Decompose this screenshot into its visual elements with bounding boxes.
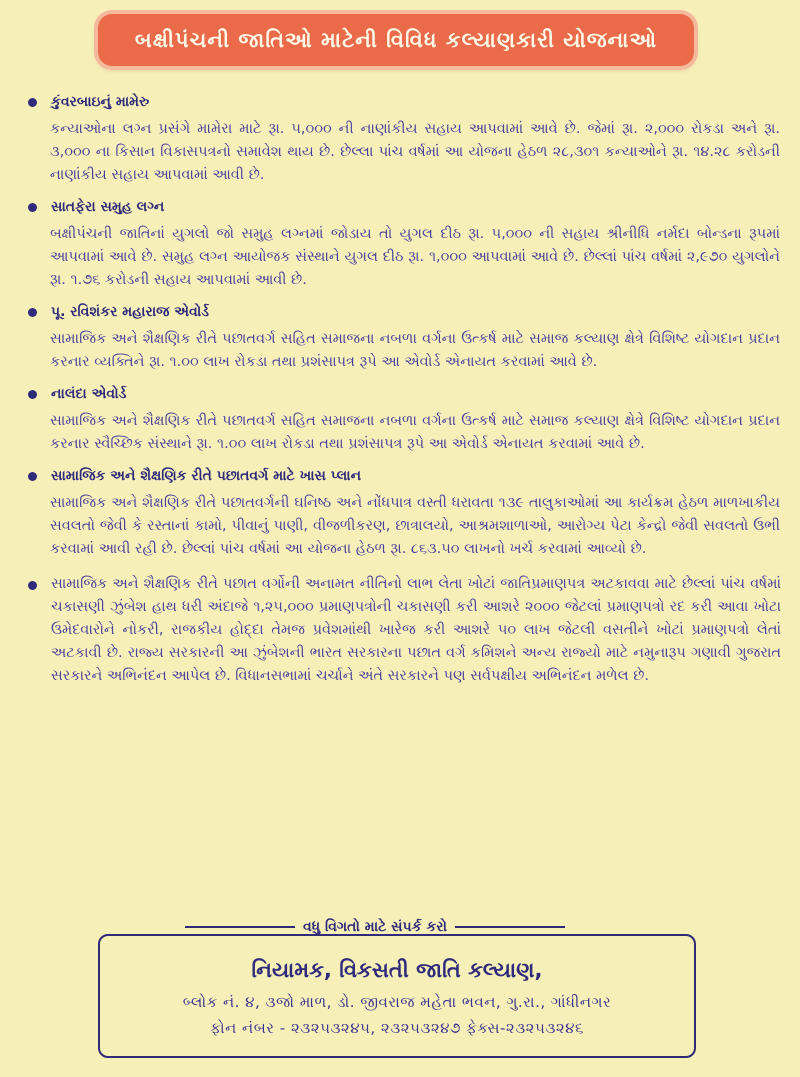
scheme-heading: સાતફેરા સમુહ લગ્ન <box>51 199 165 215</box>
bullet-icon <box>28 472 37 481</box>
bullet-icon <box>28 390 37 399</box>
page-title: બક્ષીપંચની જાતિઓ માટેની વિવિધ કલ્યાણકારી યોજનાઓ <box>134 27 658 52</box>
scheme-heading-row <box>22 464 782 488</box>
scheme-heading: પૂ. રવિશંકર મહારાજ એવોર્ડ <box>51 304 209 320</box>
scheme-heading: કુંવરબાઇનું મામેરુ <box>51 94 150 110</box>
scheme-description: સામાજિક અને શૈક્ષણિક રીતે પછાતવર્ગ સહિત સમાજના નબળા વર્ગના ઉત્કર્ષ માટે સમાજ કલ્યાણ ક્ષેત્રે વિશિષ્ટ યોગદાન પ્રદાન કરનાર સ્વૈચ્છિક સંસ્થાને રૂા. ૧.૦૦ લાખ રોકડા તથા પ્રશંસાપત્ર રૂપે આ એવોર્ડ એનાયત કરવામાં આવે છે. <box>50 413 780 452</box>
certificate-verification-section <box>22 573 782 688</box>
scheme-heading-row <box>22 382 782 406</box>
divider <box>455 926 565 928</box>
title-banner <box>98 14 694 66</box>
contact-phone: ફોન નંબર - ૨૩૨૫૩૨૪૫, ૨૩૨૫૩૨૪૭ ફેક્સ-૨૩૨૫૩૨૪૬ <box>210 1019 584 1037</box>
scheme-section <box>22 300 782 374</box>
scheme-section <box>22 382 782 456</box>
scheme-description: કન્યાઓના લગ્ન પ્રસંગે મામેરા માટે રૂા. ૫,૦૦૦ ની નાણાંકીય સહાય આપવામાં આવે છે. જેમાં રૂા. ૨,૦૦૦ રોકડા અને રૂા. ૩,૦૦૦ ના કિસાન વિકાસપત્રનો સમાવેશ થાય છે. છેલ્લા પાંચ વર્ષમાં આ યોજના હેઠળ ૨૮,૩૦૧ કન્યાઓને રૂા. ૧૪.૨૮ કરોડની નાણાંકીય સહાય આપવામાં આવી છે. <box>50 121 780 183</box>
contact-label: વધુ વિગતો માટે સંપર્ક કરો <box>303 919 447 935</box>
scheme-heading-row <box>22 300 782 324</box>
bullet-icon <box>28 203 37 212</box>
certificate-verification-text: સામાજિક અને શૈક્ષણિક રીતે પછાત વર્ગોની અનામત નીતિનો લાભ લેતા ખોટાં જાતિપ્રમાણપત્ર અટકાવવા માટે છેલ્લાં પાંચ વર્ષમાં ચકાસણી ઝુંબેશ હાથ ધરી અંદાજે ૧,૨૫,૦૦૦ પ્રમાણપત્રોની ચકાસણી કરી આશરે ૨૦૦૦ જેટલાં પ્રમાણપત્રો રદ કરી આવા ખોટા ઉમેદવારોને નોકરી, રાજકીય હોદ્દા તેમજ પ્રવેશમાંથી ખારેજ કરી આશરે ૫૦ લાખ જેટલી વસતીને ખોટાં પ્રમાણપત્રો લેતાં અટકાવી છે. રાજ્ય સરકારની આ ઝુંબેશની ભારત સરકારના પછાત વર્ગ કમિશને અન્ય રાજ્યો માટે નમુનારૂપ ગણાવી ગુજરાત સરકારને અભિનંદન આપેલ છે. વિધાનસભામાં ચર્ચાને અંતે સરકારને પણ સર્વપક્ષીય અભિનંદન મળેલ છે. <box>51 576 781 684</box>
scheme-heading-row <box>22 90 782 114</box>
contact-box <box>98 934 696 1058</box>
bullet-icon <box>28 98 37 107</box>
scheme-section <box>22 90 782 187</box>
scheme-description: સામાજિક અને શૈક્ષણિક રીતે પછાતવર્ગની ઘનિષ્ઠ અને નોંધપાત્ર વસ્તી ધરાવતા ૧૩૯ તાલુકાઓમાં આ કાર્યક્રમ હેઠળ માળખાકીય સવલતો જેવી કે રસ્તાનાં કામો, પીવાનું પાણી, વીજળીકરણ, છાત્રાલયો, આશ્રમશાળાઓ, આરોગ્ય પેટા કેન્દ્રો જેવી સવલતો ઉભી કરવામાં આવી રહી છે. છેલ્લાં પાંચ વર્ષમાં આ યોજના હેઠળ રૂા. ૮૬૩.૫૦ લાખનો ખર્ચ કરવામાં આવ્યો છે. <box>50 495 780 557</box>
scheme-section <box>22 195 782 292</box>
divider <box>185 926 295 928</box>
scheme-heading: સામાજિક અને શૈક્ષણિક રીતે પછાતવર્ગ માટે ખાસ પ્લાન <box>51 468 362 484</box>
bullet-icon <box>28 308 37 317</box>
scheme-heading-row <box>22 195 782 219</box>
bullet-icon <box>28 581 37 590</box>
scheme-heading: નાલંદા એવોર્ડ <box>51 386 127 402</box>
scheme-section <box>22 464 782 561</box>
scheme-description: સામાજિક અને શૈક્ષણિક રીતે પછાતવર્ગ સહિત સમાજના નબળા વર્ગના ઉત્કર્ષ માટે સમાજ કલ્યાણ ક્ષેત્રે વિશિષ્ટ યોગદાન પ્રદાન કરનાર વ્યક્તિને રૂા. ૧.૦૦ લાખ રોકડા તથા પ્રશંસાપત્ર રૂપે આ એવોર્ડ એનાયત કરવામાં આવે છે. <box>50 331 780 370</box>
contact-address: બ્લોક નં. ૪, ૩જો માળ, ડો. જીવરાજ મહેતા ભવન, ગુ.રા., ગાંધીનગર <box>182 993 612 1011</box>
contact-office: નિયામક, વિકસતી જાતિ કલ્યાણ, <box>251 958 543 982</box>
schemes-list <box>0 82 800 688</box>
scheme-description: બક્ષીપંચની જાતિનાં યુગલો જો સમુહ લગ્નમાં જોડાય તો યુગલ દીઠ રૂા. ૫,૦૦૦ ની સહાય શ્રીનીધિ નર્મદા બોન્ડના રૂપમાં આપવામાં આવે છે. સમુહ લગ્ન આયોજક સંસ્થાને યુગલ દીઠ રૂા. ૧,૦૦૦ આપવામાં આવે છે. છેલ્લાં પાંચ વર્ષમાં ૨,૯૭૦ યુગલોને રૂા. ૧.૭૬ કરોડની સહાય આપવામાં આવી છે. <box>50 226 780 288</box>
